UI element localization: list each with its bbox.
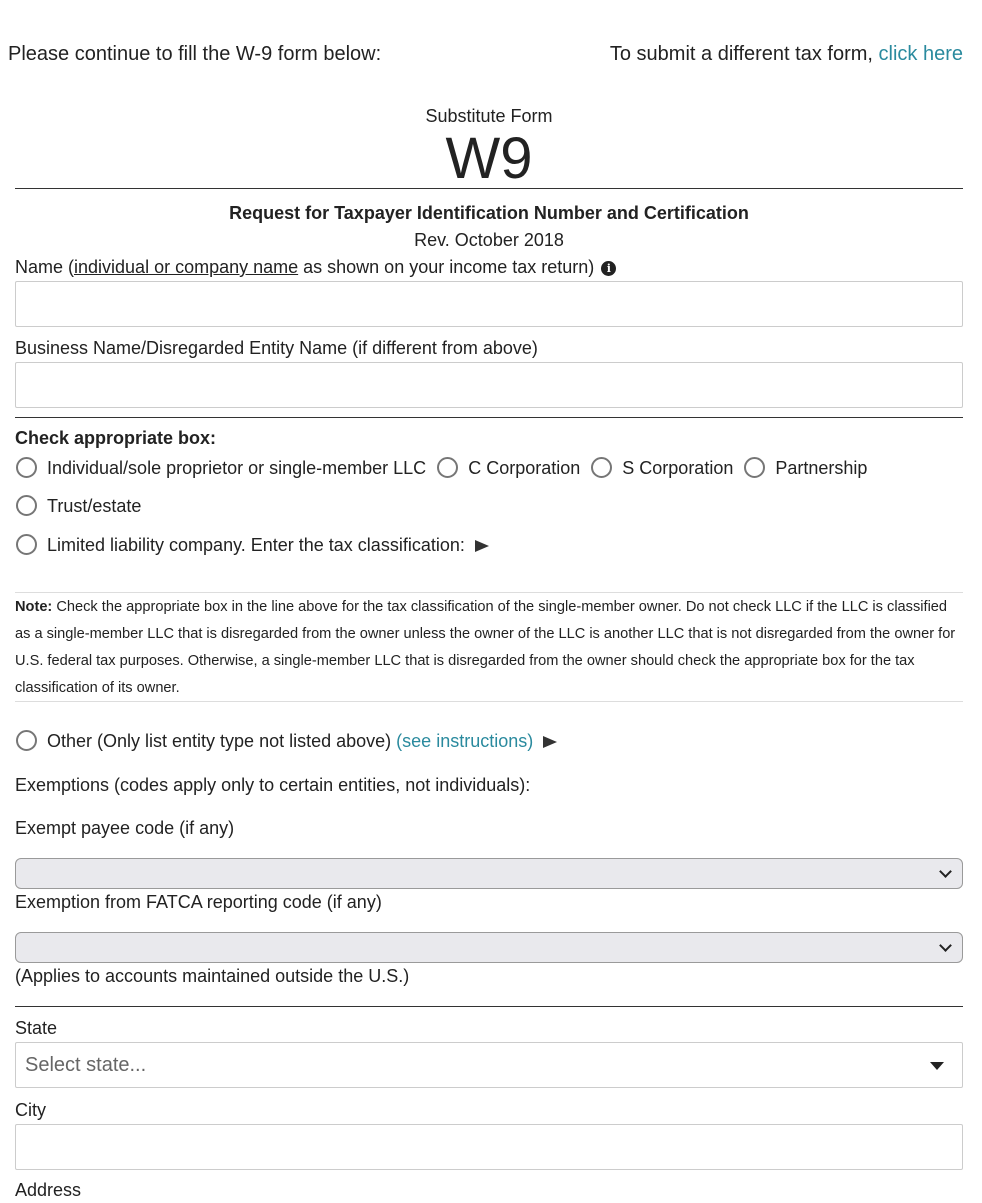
see-instructions-link[interactable]: (see instructions)	[396, 731, 534, 751]
radio-other[interactable]	[16, 730, 37, 751]
exempt-payee-select[interactable]	[15, 858, 963, 889]
option-s-corp-label: S Corporation	[622, 458, 734, 478]
exempt-payee-label: Exempt payee code (if any)	[15, 818, 235, 838]
option-other-label: Other (Only list entity type not listed above)	[47, 731, 392, 751]
llc-note	[15, 594, 963, 702]
radio-partnership[interactable]	[744, 457, 765, 478]
switch-form-prefix: To submit a different tax form,	[609, 43, 879, 65]
option-s-corp[interactable]	[590, 457, 733, 479]
caret-down-icon	[930, 1062, 944, 1070]
state-label: State	[15, 1018, 58, 1038]
arrow-right-icon	[475, 540, 489, 552]
name-label-suffix: as shown on your income tax return)	[298, 257, 595, 277]
classification-row-2	[15, 495, 146, 521]
classification-row-3	[15, 534, 494, 560]
city-input[interactable]	[15, 1124, 963, 1170]
radio-c-corp[interactable]	[437, 457, 458, 478]
fatca-note: (Applies to accounts maintained outside the U.S.)	[15, 966, 410, 986]
revision-text: Rev. October 2018	[414, 230, 564, 250]
name-label-underlined: individual or company name	[74, 257, 299, 277]
chevron-down-icon	[939, 939, 952, 952]
option-trust[interactable]	[15, 495, 141, 517]
note-text: Check the appropriate box in the line above for the tax classification of the single-member owner. Do not check LLC if the LLC is classified as a single-member LLC that is disregarded from the owner unless the owner of the LLC is another LLC that is not disregarded from the owner for U.S. federal tax purposes. Otherwise, a single-member LLC that is disregarded from the owner should check the appropriate box for the tax classification of its owner.	[15, 599, 956, 696]
option-partnership[interactable]	[743, 457, 867, 479]
top-bar	[8, 43, 963, 69]
business-name-label: Business Name/Disregarded Entity Name (if different from above)	[15, 338, 538, 358]
classification-divider	[15, 417, 963, 418]
info-icon[interactable]: i	[601, 261, 616, 276]
fatca-label: Exemption from FATCA reporting code (if any)	[15, 892, 382, 912]
option-llc-label: Limited liability company. Enter the tax classification:	[47, 535, 465, 555]
classification-row-1	[15, 457, 872, 483]
chevron-down-icon	[939, 865, 952, 878]
click-here-link[interactable]: click here	[878, 43, 963, 65]
location-divider	[15, 1006, 963, 1007]
option-other[interactable]	[15, 730, 557, 752]
business-name-input[interactable]	[15, 362, 963, 408]
name-input[interactable]	[15, 281, 963, 327]
fatca-select[interactable]	[15, 932, 963, 963]
switch-form-text	[610, 43, 963, 66]
title-divider	[15, 188, 963, 189]
radio-llc[interactable]	[16, 534, 37, 555]
option-c-corp-label: C Corporation	[468, 458, 581, 478]
note-bottom-divider	[15, 701, 963, 702]
option-llc[interactable]	[15, 534, 489, 556]
option-trust-label: Trust/estate	[47, 496, 142, 516]
state-placeholder: Select state...	[25, 1054, 147, 1076]
radio-s-corp[interactable]	[591, 457, 612, 478]
arrow-right-icon	[543, 736, 557, 748]
note-top-divider	[15, 592, 963, 593]
intro-text: Please continue to fill the W-9 form below:	[8, 43, 382, 65]
radio-trust[interactable]	[16, 495, 37, 516]
option-partnership-label: Partnership	[775, 458, 868, 478]
option-c-corp[interactable]	[436, 457, 580, 479]
form-subtitle: Substitute Form	[425, 106, 553, 126]
other-row	[15, 730, 562, 756]
option-individual[interactable]	[15, 457, 426, 479]
name-label-prefix: Name (	[15, 257, 75, 277]
city-label: City	[15, 1100, 46, 1120]
radio-individual[interactable]	[16, 457, 37, 478]
check-box-heading: Check appropriate box:	[15, 428, 217, 448]
state-select[interactable]	[15, 1042, 963, 1088]
name-label	[15, 257, 616, 278]
request-title: Request for Taxpayer Identification Number and Certification	[229, 203, 749, 223]
option-individual-label: Individual/sole proprietor or single-member LLC	[47, 458, 427, 478]
exemptions-heading: Exemptions (codes apply only to certain entities, not individuals):	[15, 775, 531, 795]
note-label: Note:	[15, 599, 53, 615]
form-title: W9	[445, 126, 533, 191]
address-label: Address	[15, 1180, 82, 1200]
